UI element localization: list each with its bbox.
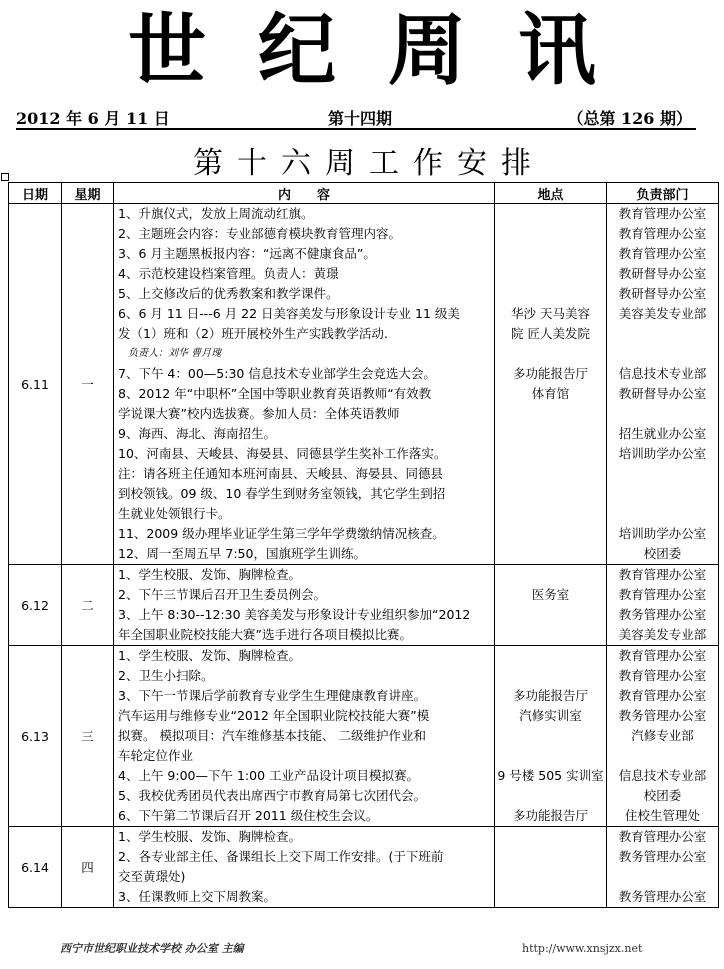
content-line: 11、2009 级办理毕业证学生第三学年学费缴纳情况核查。 [118, 526, 445, 541]
schedule-title: 第十六周工作安排 [193, 146, 545, 181]
place-line: 多功能报告厅 [512, 366, 588, 381]
masthead [0, 2, 724, 100]
place-line [495, 224, 606, 244]
place-line [495, 605, 606, 625]
content-line: 12、周一至周五早 7:50，国旗班学生训练。 [118, 546, 366, 561]
content-line: 9、海西、海北、海南招生。 [118, 426, 276, 441]
day-date: 6.13 [9, 646, 62, 827]
content-line: 6、6 月 11 日---6 月 22 日美容美发与形象设计专业 11 级美 [118, 306, 460, 321]
place-line [495, 424, 606, 444]
place-line [495, 544, 606, 564]
place-line [495, 344, 606, 364]
header-date: 日期 [9, 183, 62, 204]
header-place: 地点 [495, 183, 607, 204]
place-line [495, 847, 606, 867]
issue-number: 第十四期 [328, 109, 393, 128]
schedule-table [8, 182, 719, 908]
dept-line [607, 484, 718, 504]
dept-line: 教育管理办公室 [618, 648, 707, 663]
day-content [114, 565, 495, 646]
dept-line: 教研督导办公室 [618, 266, 707, 281]
place-line: 院 匠人美发院 [511, 326, 590, 341]
day-dept [607, 565, 719, 646]
day-place [495, 204, 607, 565]
content-line: 学说课大赛”校内选拔赛。参加人员：全体英语教师 [118, 406, 400, 421]
dept-line: 校团委 [643, 546, 682, 561]
place-line [495, 444, 606, 464]
day-dept [607, 646, 719, 827]
header-weekday: 星期 [62, 183, 114, 204]
dept-line: 教务管理办公室 [618, 708, 707, 723]
place-line [495, 464, 606, 484]
content-line: 2、下午三节课后召开卫生委员例会。 [118, 587, 326, 602]
table-row [9, 565, 719, 646]
content-line: 6、下午第二节课后召开 2011 级住校生会议。 [118, 808, 379, 823]
dept-line: 教育管理办公室 [618, 668, 707, 683]
dept-line [607, 464, 718, 484]
place-line [495, 524, 606, 544]
dept-line [607, 746, 718, 766]
content-line: 到校领钱。09 级、10 春学生到财务室领钱，其它学生到招 [118, 486, 446, 501]
place-line [495, 726, 606, 746]
place-line: 华沙 天马美容 [511, 306, 590, 321]
dept-line: 汽修专业部 [631, 728, 694, 743]
place-line [495, 646, 606, 666]
dept-line: 信息技术专业部 [618, 366, 707, 381]
dept-line [607, 504, 718, 524]
day-date: 6.14 [9, 827, 62, 908]
content-line: 3、上午 8:30--12:30 美容美发与形象设计专业组织参加“2012 [118, 607, 471, 622]
place-line [495, 887, 606, 907]
day-date: 6.11 [9, 204, 62, 565]
dept-line: 教务管理办公室 [618, 849, 707, 864]
table-row [9, 646, 719, 827]
place-line [495, 264, 606, 284]
place-line: 多功能报告厅 [512, 688, 588, 703]
place-line [495, 204, 606, 224]
content-line: 生就业处领银行卡。 [118, 506, 231, 521]
dept-line [607, 324, 718, 344]
content-line: 4、示范校建设档案管理。负责人：黄璟 [118, 266, 339, 281]
day-place [495, 827, 607, 908]
masthead-title: 世纪周讯 [127, 5, 648, 96]
issue-date: 2012 年 6 月 11 日 [16, 109, 170, 128]
day-dept [607, 827, 719, 908]
content-line: 8、2012 年“中职杯”全国中等职业教育英语教师“有效教 [118, 386, 432, 401]
dept-line: 教育管理办公室 [618, 226, 707, 241]
place-line [495, 746, 606, 766]
day-place [495, 646, 607, 827]
day-weekday: 二 [62, 565, 114, 646]
dept-line: 培训助学办公室 [618, 446, 707, 461]
place-line [495, 867, 606, 887]
content-line: 7、下午 4：00—5:30 信息技术专业部学生会竞选大会。 [118, 366, 436, 381]
place-line [495, 565, 606, 585]
dept-line: 教育管理办公室 [618, 688, 707, 703]
dept-line: 教研督导办公室 [618, 286, 707, 301]
dept-line: 校团委 [643, 788, 682, 803]
place-line: 医务室 [531, 587, 570, 602]
content-line: 交至黄璟处) [118, 869, 186, 884]
place-line: 多功能报告厅 [512, 808, 588, 823]
place-line [495, 625, 606, 645]
place-line [495, 666, 606, 686]
table-row [9, 827, 719, 908]
content-line: 4、上午 9:00—下午 1:00 工业产品设计项目模拟赛。 [118, 768, 420, 783]
content-line: 2、主题班会内容：专业部德育模块教育管理内容。 [118, 226, 401, 241]
day-content [114, 204, 495, 565]
dept-line [607, 404, 718, 424]
place-line: 9 号楼 505 实训室 [497, 768, 604, 783]
content-line: 10、河南县、天峻县、海晏县、同德县学生奖补工作落实。 [118, 446, 447, 461]
dept-line: 教育管理办公室 [618, 829, 707, 844]
day-weekday: 三 [62, 646, 114, 827]
day-place [495, 565, 607, 646]
dept-line: 教务管理办公室 [618, 889, 707, 904]
day-date: 6.12 [9, 565, 62, 646]
content-line: 3、6 月主题黑板报内容：“远离不健康食品”。 [118, 246, 376, 261]
content-line: 1、升旗仪式，发放上周流动红旗。 [118, 206, 314, 221]
footer-publisher: 西宁市世纪职业技术学校 办公室 主编 [60, 942, 244, 955]
content-line: 拟赛。 模拟项目：汽车维修基本技能、 二级维护作业和 [118, 728, 426, 743]
dept-line: 培训助学办公室 [618, 526, 707, 541]
content-line: 3、任课教师上交下周教案。 [118, 889, 276, 904]
content-line: 注：请各班主任通知本班河南县、天峻县、海晏县、同德县 [118, 466, 444, 481]
content-line: 2、卫生小扫除。 [118, 668, 214, 683]
schedule-body [9, 204, 719, 908]
content-line: 1、学生校服、发饰、胸牌检查。 [118, 648, 301, 663]
place-line [495, 404, 606, 424]
place-line [495, 284, 606, 304]
day-content [114, 827, 495, 908]
place-line [495, 786, 606, 806]
dept-line: 信息技术专业部 [618, 768, 707, 783]
content-line: 1、学生校服、发饰、胸牌检查。 [118, 567, 301, 582]
dept-line: 教研督导办公室 [618, 386, 707, 401]
content-line: 5、我校优秀团员代表出席西宁市教育局第七次团代会。 [118, 788, 426, 803]
content-line: 负责人：刘华 曹月瑰 [128, 348, 222, 359]
place-line [495, 484, 606, 504]
place-line: 汽修实训室 [519, 708, 582, 723]
content-line: 汽车运用与维修专业“2012 年全国职业院校技能大赛”模 [118, 708, 430, 723]
content-line: 发（1）班和（2）班开展校外生产实践教学活动. [118, 326, 388, 341]
dept-line: 招生就业办公室 [618, 426, 707, 441]
content-line: 5、上交修改后的优秀教案和教学课件。 [118, 286, 339, 301]
day-dept [607, 204, 719, 565]
header-dept: 负责部门 [607, 183, 719, 204]
header-content: 内 容 [114, 183, 495, 204]
table-row [9, 204, 719, 565]
dept-line: 美容美发专业部 [618, 306, 707, 321]
dept-line: 教务管理办公室 [618, 607, 707, 622]
table-header [9, 183, 719, 204]
dept-line: 教育管理办公室 [618, 246, 707, 261]
content-line: 车轮定位作业 [118, 748, 194, 763]
content-line: 2、各专业部主任、备课组长上交下周工作安排。(于下班前 [118, 849, 444, 864]
dept-line: 教育管理办公室 [618, 206, 707, 221]
dept-line: 美容美发专业部 [618, 627, 707, 642]
place-line [495, 827, 606, 847]
content-line: 3、下午一节课后学前教育专业学生生理健康教育讲座。 [118, 688, 426, 703]
issue-total: （总第 126 期） [567, 109, 692, 128]
dept-line: 教育管理办公室 [618, 587, 707, 602]
place-line [495, 504, 606, 524]
footer-url: http://www.xnsjzx.net [522, 942, 643, 955]
issue-line [16, 104, 696, 130]
day-content [114, 646, 495, 827]
dept-line: 教育管理办公室 [618, 567, 707, 582]
place-line [495, 244, 606, 264]
day-weekday: 四 [62, 827, 114, 908]
table-anchor-icon [1, 173, 9, 181]
dept-line [607, 867, 718, 887]
content-line: 1、学生校服、发饰、胸牌检查。 [118, 829, 301, 844]
place-line: 体育馆 [531, 386, 570, 401]
content-line: 年全国职业院校技能大赛”选手进行各项目模拟比赛。 [118, 627, 412, 642]
day-weekday: 一 [62, 204, 114, 565]
dept-line [607, 344, 718, 364]
dept-line: 住校生管理处 [624, 808, 700, 823]
